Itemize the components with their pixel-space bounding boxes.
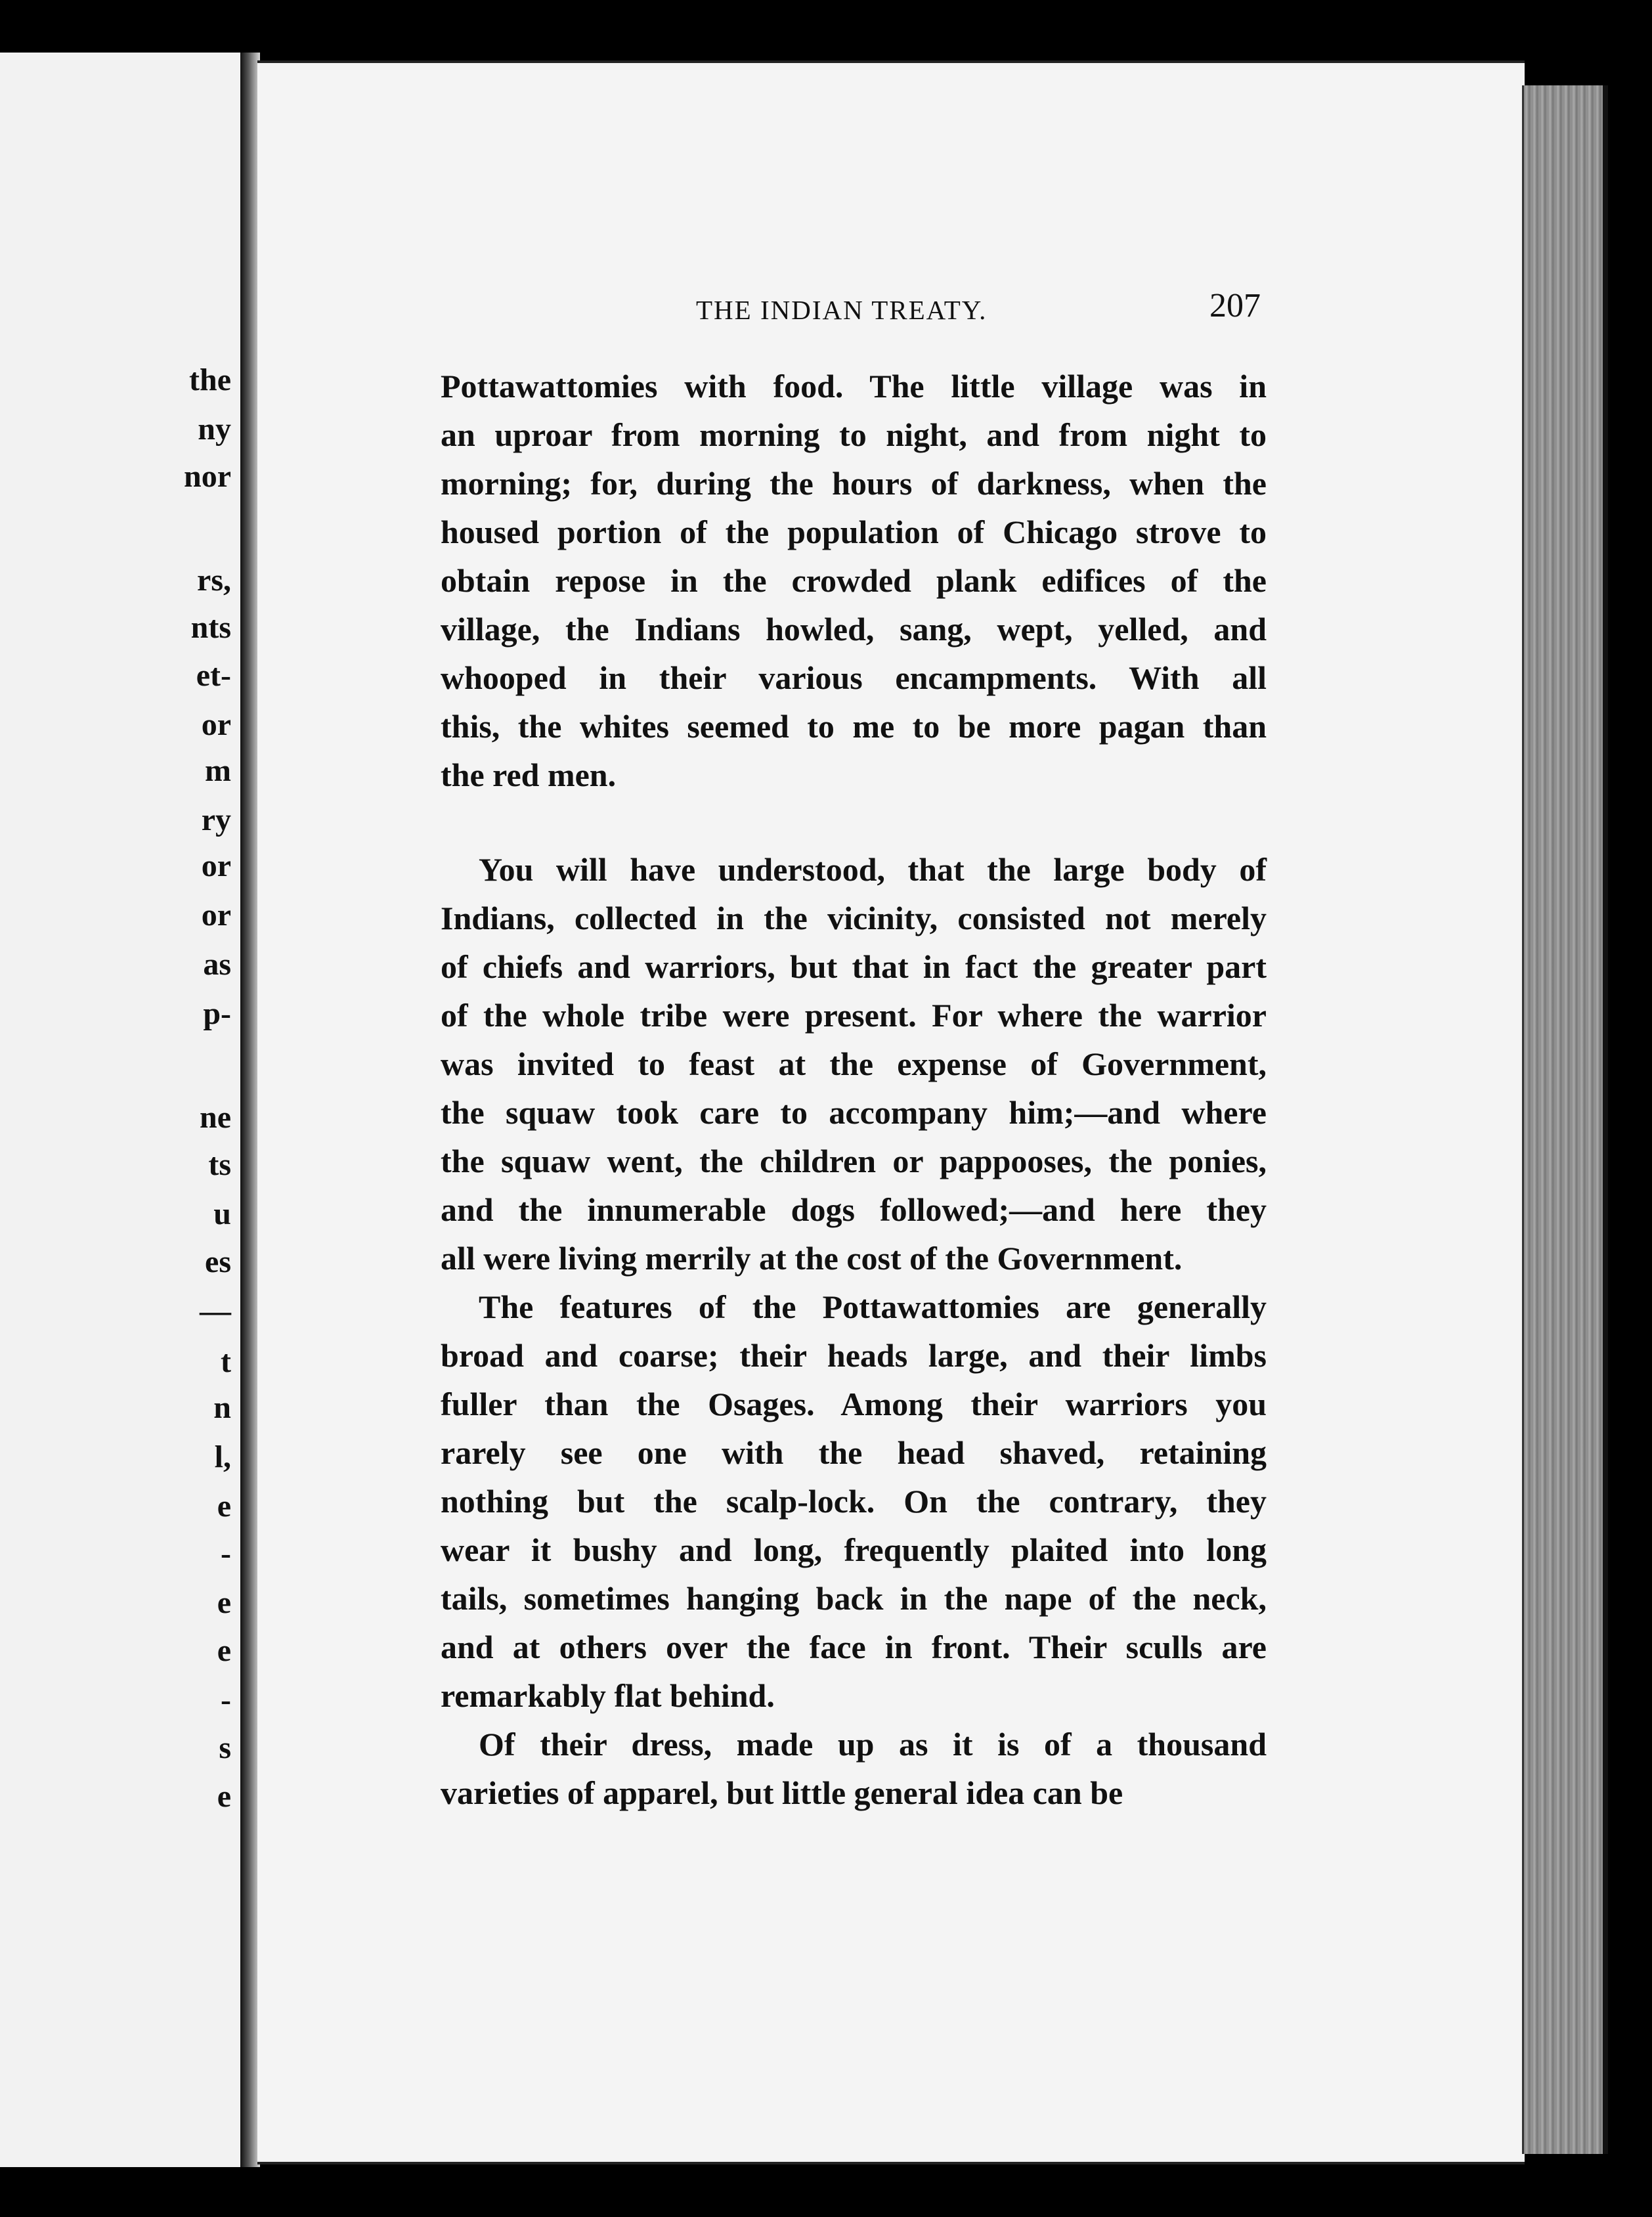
book-page [257,60,1525,2164]
page-number: 207 [1209,287,1261,324]
text-line: You will have understood, that the large body of [479,851,1267,888]
text-line: varieties of apparel, but little general idea can be [441,1774,1123,1811]
text-line: and the innumerable dogs followed;—and here they [441,1191,1267,1228]
left-page-fragment-text: et- [196,658,231,693]
left-page-fragment-text: as [203,947,231,982]
left-page-fragment-text: e [217,1489,231,1524]
left-page-fragment [0,53,247,2167]
left-page-fragment-text: or [201,898,231,933]
left-page-fragment-text: or [201,707,231,742]
left-page-fragment-text: l, [214,1439,231,1474]
text-line: tails, sometimes hanging back in the nape of the neck, [441,1580,1267,1617]
text-line: an uproar from morning to night, and from night to [441,416,1267,453]
left-page-fragment-text: nor [184,459,231,494]
left-page-fragment-text: t [221,1344,231,1379]
page-header [257,287,1525,347]
left-page-fragment-text: ts [208,1147,231,1182]
text-line: broad and coarse; their heads large, and their limbs [441,1337,1267,1374]
paragraph [441,362,1267,799]
text-line: the squaw took care to accompany him;—and where [441,1094,1267,1131]
left-page-fragment-text: ne [200,1100,231,1135]
text-line: fuller than the Osages. Among their warriors you [441,1386,1267,1422]
left-page-fragment-text: u [213,1196,231,1231]
running-head: THE INDIAN TREATY. [696,295,988,325]
left-page-fragment-text: the [189,362,231,397]
text-line: remarkably flat behind. [441,1677,775,1714]
left-page-fragment-text: - [221,1536,231,1571]
text-line: Of their dress, made up as it is of a thousand [479,1726,1267,1763]
text-line: wear it bushy and long, frequently plaited into long [441,1531,1267,1568]
text-line: and at others over the face in front. Their sculls are [441,1629,1267,1665]
body-text [441,362,1267,1817]
text-line: this, the whites seemed to me to be more pagan than [441,708,1267,745]
left-page-fragment-text: n [213,1390,231,1425]
paragraph [441,845,1267,1283]
text-line: of the whole tribe were present. For where the warrior [441,997,1267,1034]
text-line: the squaw went, the children or pappooses, the ponies, [441,1143,1267,1179]
text-line: whooped in their various encampments. With all [441,659,1267,696]
text-line: rarely see one with the head shaved, retaining [441,1434,1267,1471]
left-page-fragment-text: ry [201,802,231,837]
left-page-fragment-text: - [221,1682,231,1717]
left-page-fragment-text: e [217,1585,231,1620]
paragraph [441,1283,1267,1720]
page-edges [1522,85,1608,2154]
text-line: all were living merrily at the cost of the Government. [441,1240,1183,1277]
left-page-fragment-text: ny [198,412,231,447]
left-page-fragment-text: m [205,753,231,788]
text-line: The features of the Pottawattomies are generally [479,1288,1267,1325]
text-line: Pottawattomies with food. The little village was in [441,368,1267,405]
left-page-fragment-text: rs, [197,563,231,598]
text-line: the red men. [441,757,617,793]
text-line: morning; for, during the hours of darkness, when the [441,465,1267,502]
left-page-fragment-text: e [217,1779,231,1814]
left-page-fragment-text: — [200,1294,231,1328]
left-page-fragment-text: nts [190,610,231,645]
text-line: nothing but the scalp-lock. On the contrary, they [441,1483,1267,1520]
paragraph [441,1720,1267,1817]
text-line: Indians, collected in the vicinity, consisted not merely [441,900,1267,936]
left-page-fragment-text: or [201,848,231,883]
text-line: housed portion of the population of Chicago strove to [441,514,1267,550]
left-page-fragment-text: e [217,1633,231,1668]
left-page-fragment-text: p- [203,996,231,1031]
left-page-fragment-text: s [219,1730,231,1765]
text-line: was invited to feast at the expense of Government, [441,1045,1267,1082]
paragraph-gap [441,799,1267,845]
left-page-fragment-text: es [205,1244,231,1279]
text-line: of chiefs and warriors, but that in fact the greater part [441,948,1267,985]
text-line: village, the Indians howled, sang, wept, yelled, and [441,611,1267,648]
text-line: obtain repose in the crowded plank edifices of the [441,562,1267,599]
